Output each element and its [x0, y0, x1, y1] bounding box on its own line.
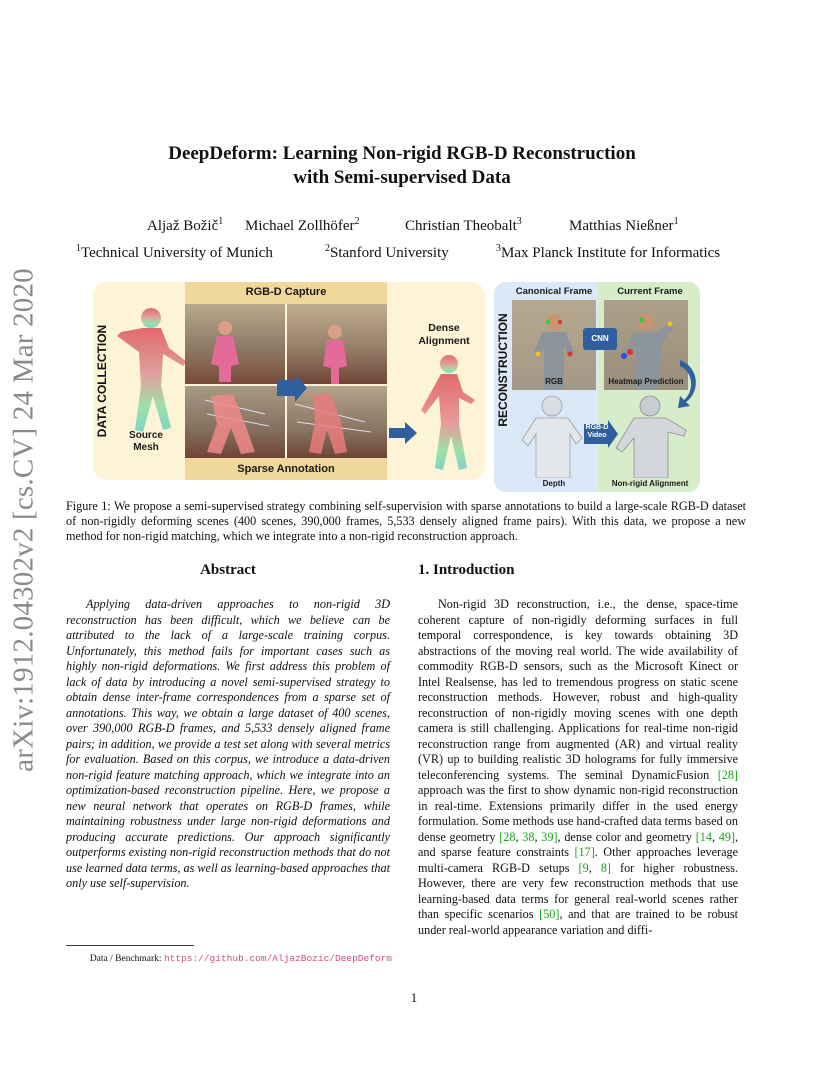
figure-caption: Figure 1: We propose a semi-supervised strategy combining self-supervision with sparse annotations to build a large-scale RGB-D dataset of non-rigidly deforming scenes (400 scenes, 390,000 frames, 5,533 densely aligned frame pairs). With this data, we propose a new method for non-rigid matching, which we integrate into a non-rigid reconstruction approach.: [66, 499, 746, 543]
footnote-label: Data / Benchmark:: [89, 954, 162, 964]
citation-link[interactable]: 8]: [600, 860, 611, 875]
intro-paragraph: Non-rigid 3D reconstruction, i.e., the dense, space-time coherent capture of non-rigidly deforming surfaces in full temporal correspondence, is key towards obtaining 3D abstractions of the moving real world. The wide availability of commodity RGB-D sensors, such as the Microsoft Kinect or Intel Realsense, has led to tremendous progress on static scene reconstruction methods. However, robust and high-quality reconstruction of non-rigidly moving scenes with one depth camera is still challenging. Applications for real-time non-rigid reconstruction range from augmented (AR) and virtual reality (VR) up to building realistic 3D holograms for fully immersive teleconferencing systems. The seminal DynamicFusion [28] approach was the first to show dynamic non-rigid reconstruction in real-time. Extensions primarily differ in the used energy formulation. Some methods use hand-crafted data terms based on dense geometry [28, 38, 39], dense color and geometry [14, 49], and sparse feature constraints [17]. Other approaches leverage multi-camera RGB-D setups [9, 8] for higher robustness. However, there are very few reconstruction methods that use learning-based data terms for general real-world scenes rather than specific scenarios [50], and that are trained to be robust under real-world appearance variation and diffi-: [418, 597, 739, 937]
abstract-body: [66, 597, 390, 892]
aligned-mesh-image: [612, 394, 690, 478]
heatmap-prediction-label: Heatmap Prediction: [608, 377, 684, 386]
figure-reconstruction-panel: [494, 282, 700, 492]
citation-link[interactable]: [14: [695, 829, 712, 844]
capture-figures-overlay: [185, 304, 387, 458]
citation-link[interactable]: 49]: [718, 829, 735, 844]
citation-link[interactable]: 38: [522, 829, 535, 844]
citation-link[interactable]: [28: [499, 829, 516, 844]
sparse-annotation-label: Sparse Annotation: [237, 463, 335, 475]
author-1: Aljaž Božič$^1$: [147, 216, 224, 234]
cnn-label: CNN: [591, 334, 609, 343]
arrow-right-icon: [389, 422, 417, 444]
arxiv-stamp-text: arXiv:1912.04302v2 [cs.CV] 24 Mar 2020: [7, 268, 40, 772]
abstract-paragraph: Applying data-driven approaches to non-rigid 3D reconstruction has been difficult, which we believe can be attributed to the lack of a large-scale training corpus. Unfortunately, this method fails for important cases such as highly non-rigid deformations. We first address this problem of lack of data by introducing a novel semi-supervised strategy to obtain dense inter-frame correspondences from a sparse set of annotations. This way, we obtain a large dataset of 400 scenes, over 390,000 RGB-D frames, and 5,533 densely aligned frame pairs; in addition, we provide a test set along with several metrics for evaluation. Based on this corpus, we introduce a data-driven non-rigid feature matching approach, which we integrate into an optimization-based reconstruction pipeline. Here, we propose a new neural network that operates on RGB-D frames, while maintaining robustness under large non-rigid deformations and producing accurate predictions. Our approach significantly outperforms existing non-rigid reconstruction methods that do not use learned data terms, as well as learning-based approaches that only use self-supervision.: [66, 597, 390, 890]
paper-title: [100, 142, 704, 190]
current-frame-label: Current Frame: [617, 286, 683, 297]
nonrigid-alignment-label: Non-rigid Alignment: [611, 479, 689, 488]
abstract-heading: Abstract: [200, 562, 256, 578]
title-line-1: DeepDeform: Learning Non-rigid RGB-D Reconstruction: [168, 143, 636, 164]
dense-alignment-mesh-image: [415, 352, 481, 476]
reconstruction-label: RECONSTRUCTION: [496, 313, 510, 427]
author-list: [0, 218, 828, 240]
source-mesh-label: Source Mesh: [129, 430, 163, 453]
author-3: Christian Theobalt$^3$: [405, 216, 522, 234]
citation-link[interactable]: [28]: [717, 767, 738, 782]
rgbd-video-label: RGB-D Video: [585, 424, 609, 439]
data-collection-label: DATA COLLECTION: [95, 324, 109, 438]
intro-heading: 1. Introduction: [418, 562, 515, 578]
author-4: Matthias Nießner$^1$: [569, 216, 679, 234]
affiliation-2: $^2$Stanford University: [325, 243, 449, 261]
footnote-url-link[interactable]: https://github.com/AljazBozic/DeepDeform: [163, 953, 392, 964]
author-2: Michael Zollhöfer$^2$: [245, 216, 360, 234]
page-number: 1: [410, 990, 418, 1005]
arxiv-stamp: [0, 268, 48, 772]
affiliation-3: $^3$Max Planck Institute for Informatics: [496, 243, 721, 261]
dense-alignment-label: Dense Alignment: [418, 322, 470, 347]
citation-link[interactable]: [9: [578, 860, 589, 875]
footnote-rule: [66, 945, 194, 946]
source-mesh-image: [111, 300, 189, 450]
affiliation-list: [0, 245, 828, 267]
citation-link[interactable]: [17]: [574, 845, 595, 859]
canonical-frame-label: Canonical Frame: [515, 286, 593, 297]
title-line-2: with Semi-supervised Data: [293, 167, 511, 188]
depth-mesh-image: [516, 394, 592, 478]
rgbd-capture-label: RGB-D Capture: [245, 286, 327, 298]
depth-label: Depth: [542, 479, 566, 488]
intro-body: [418, 597, 738, 938]
citation-link[interactable]: 39]: [541, 829, 558, 844]
rgb-label: RGB: [545, 377, 563, 386]
citation-link[interactable]: [50]: [539, 907, 560, 921]
figure-data-collection-panel: [93, 282, 485, 480]
footnote: [66, 953, 392, 964]
affiliation-1: $^1$Technical University of Munich: [76, 243, 273, 261]
